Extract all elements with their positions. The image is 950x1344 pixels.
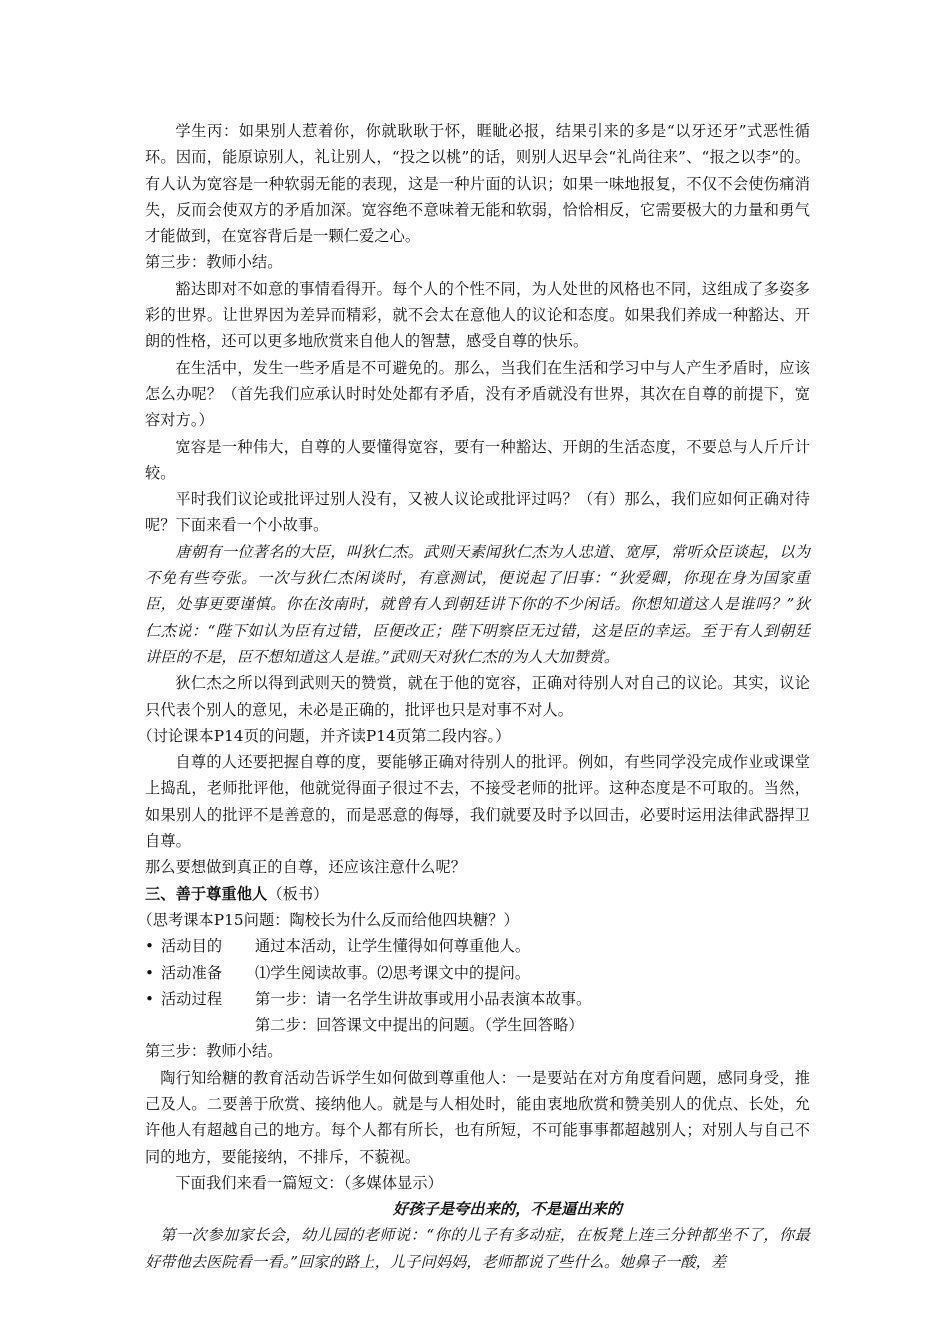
activity-step-two: 第二步：回答课文中提出的问题。（学生回答略） [255, 1016, 584, 1035]
activity-label: 活动过程 [161, 989, 223, 1008]
bullet: • [145, 989, 155, 1008]
paragraph-think-question: （思考课本P15问题：陶校长为什么反而给他四块糖？） [137, 910, 519, 929]
paragraph-self-respect-degree: 自尊的人还要把握自尊的度，要能够正确对待别人的批评。例如，有些同学没完成作业或课堂上捣乱，老师批评他，他就觉得面子很过不去，不接受老师的批评。这种态度是不可取的。当然，如果别人的批评不是善意的，而是恶意的侮辱，我们就要及时予以回击，必要时运用法律武器捍卫自尊。 [145, 753, 810, 851]
section-heading-text: 三、善于尊重他人 [145, 884, 268, 903]
paragraph-discussion-note: （讨论课本P14页的问题，并齐读P14页第二段内容。） [137, 726, 511, 745]
paragraph-tao-xingzhi: 陶行知给糖的教育活动告诉学生如何做到尊重他人：一是要站在对方角度看问题，感同身受，推己及人。二要善于欣赏、接纳他人。就是与人相处时，能由衷地欣赏和赞美别人的优点、长处，允许他人有超越自己的地方。每个人都有所长，也有所短，不可能事事都超越别人；对别人与自己不同的地方，要能接纳，不排斥，不藐视。 [145, 1068, 810, 1166]
activity-desc: 第一步：请一名学生讲故事或用小品表演本故事。 [255, 989, 592, 1008]
paragraph-conflicts: 在生活中，发生一些矛盾是不可避免的。那么，当我们在生活和学习中与人产生矛盾时，应该怎么办呢？（首先我们应承认时时处处都有矛盾，没有矛盾就没有世界，其次在自尊的前提下，宽容对方。） [145, 358, 810, 430]
paragraph-criticism-question: 平时我们议论或批评过别人没有，又被人议论或批评过吗？（有）那么，我们应如何正确对待呢？下面来看一个小故事。 [145, 490, 810, 535]
paragraph-short-essay-intro: 下面我们来看一篇短文：（多媒体显示） [175, 1173, 443, 1192]
activity-label: 活动准备 [161, 963, 223, 982]
story-di-renjie: 唐朝有一位著名的大臣，叫狄仁杰。武则天素闻狄仁杰为人忠道、宽厚，常听众臣谈起，以为不免有些夸张。一次与狄仁杰闲谈时，有意测试，便说起了旧事：“狄爱卿，你现在身为国家重臣，处事更要谨慎。你在汝南时，就曾有人到朝廷讲下你的不少闲话。你想知道这人是谁吗？”狄仁杰说：“陛下如认为臣有过错，臣便改正；陛下明察臣无过错，这是臣的幸运。至于有人到朝廷讲臣的不是，臣不想知道这人是谁。”武则天对狄仁杰的为人大加赞赏。 [145, 542, 810, 666]
activity-row-process [145, 986, 810, 1012]
step-three-summary-second: 第三步：教师小结。 [145, 1042, 283, 1061]
bullet: • [145, 963, 155, 982]
paragraph-story-analysis: 狄仁杰之所以得到武则天的赞赏，就在于他的宽容，正确对待别人对自己的议论。其实，议论只代表个别人的意见，未必是正确的，批评也只是对事不对人。 [145, 674, 810, 719]
paragraph-tolerance: 宽容是一种伟大，自尊的人要懂得宽容，要有一种豁达、开朗的生活态度，不要总与人斤斤计较。 [145, 437, 810, 482]
essay-title: 好孩子是夸出来的，不是逼出来的 [392, 1200, 623, 1219]
paragraph-question: 那么要想做到真正的自尊，还应该注意什么呢？ [145, 858, 467, 877]
bullet: • [145, 937, 155, 956]
activity-row-preparation [145, 960, 810, 986]
activity-desc: 通过本活动，让学生懂得如何尊重他人。 [255, 937, 531, 956]
essay-first-paragraph: 第一次参加家长会，幼儿园的老师说：“你的儿子有多动症，在板凳上连三分钟都坐不了，你最好带他去医院看一看。”回家的路上，儿子问妈妈，老师都说了些什么。她鼻子一酸，差 [145, 1226, 810, 1271]
activity-row-purpose [145, 933, 810, 959]
paragraph-student-c: 学生丙：如果别人惹着你，你就耿耿于怀，睚眦必报，结果引来的多是“以牙还牙”式恶性循环。因而，能原谅别人，礼让别人，“投之以桃”的话，则别人迟早会“礼尚往来”、“报之以李”的。有人认为宽容是一种软弱无能的表现，这是一种片面的认识；如果一味地报复，不仅不会使伤痛消失，反而会使双方的矛盾加深。宽容绝不意味着无能和软弱，恰恰相反，它需要极大的力量和勇气才能做到，在宽容背后是一颗仁爱之心。 [145, 122, 810, 246]
document-body [137, 118, 810, 1275]
activity-label: 活动目的 [161, 937, 223, 956]
paragraph-open-minded: 豁达即对不如意的事情看得开。每个人的个性不同，为人处世的风格也不同，这组成了多姿多彩的世界。让世界因为差异而精彩，就不会太在意他人的议论和态度。如果我们养成一种豁达、开朗的性格，还可以更多地欣赏来自他人的智慧，感受自尊的快乐。 [145, 279, 810, 351]
section-heading-respect-others [145, 881, 810, 907]
step-three-summary: 第三步：教师小结。 [145, 253, 283, 272]
section-heading-note: （板书） [267, 884, 329, 903]
activity-desc: ⑴学生阅读故事。⑵思考课文中的提问。 [255, 963, 531, 982]
